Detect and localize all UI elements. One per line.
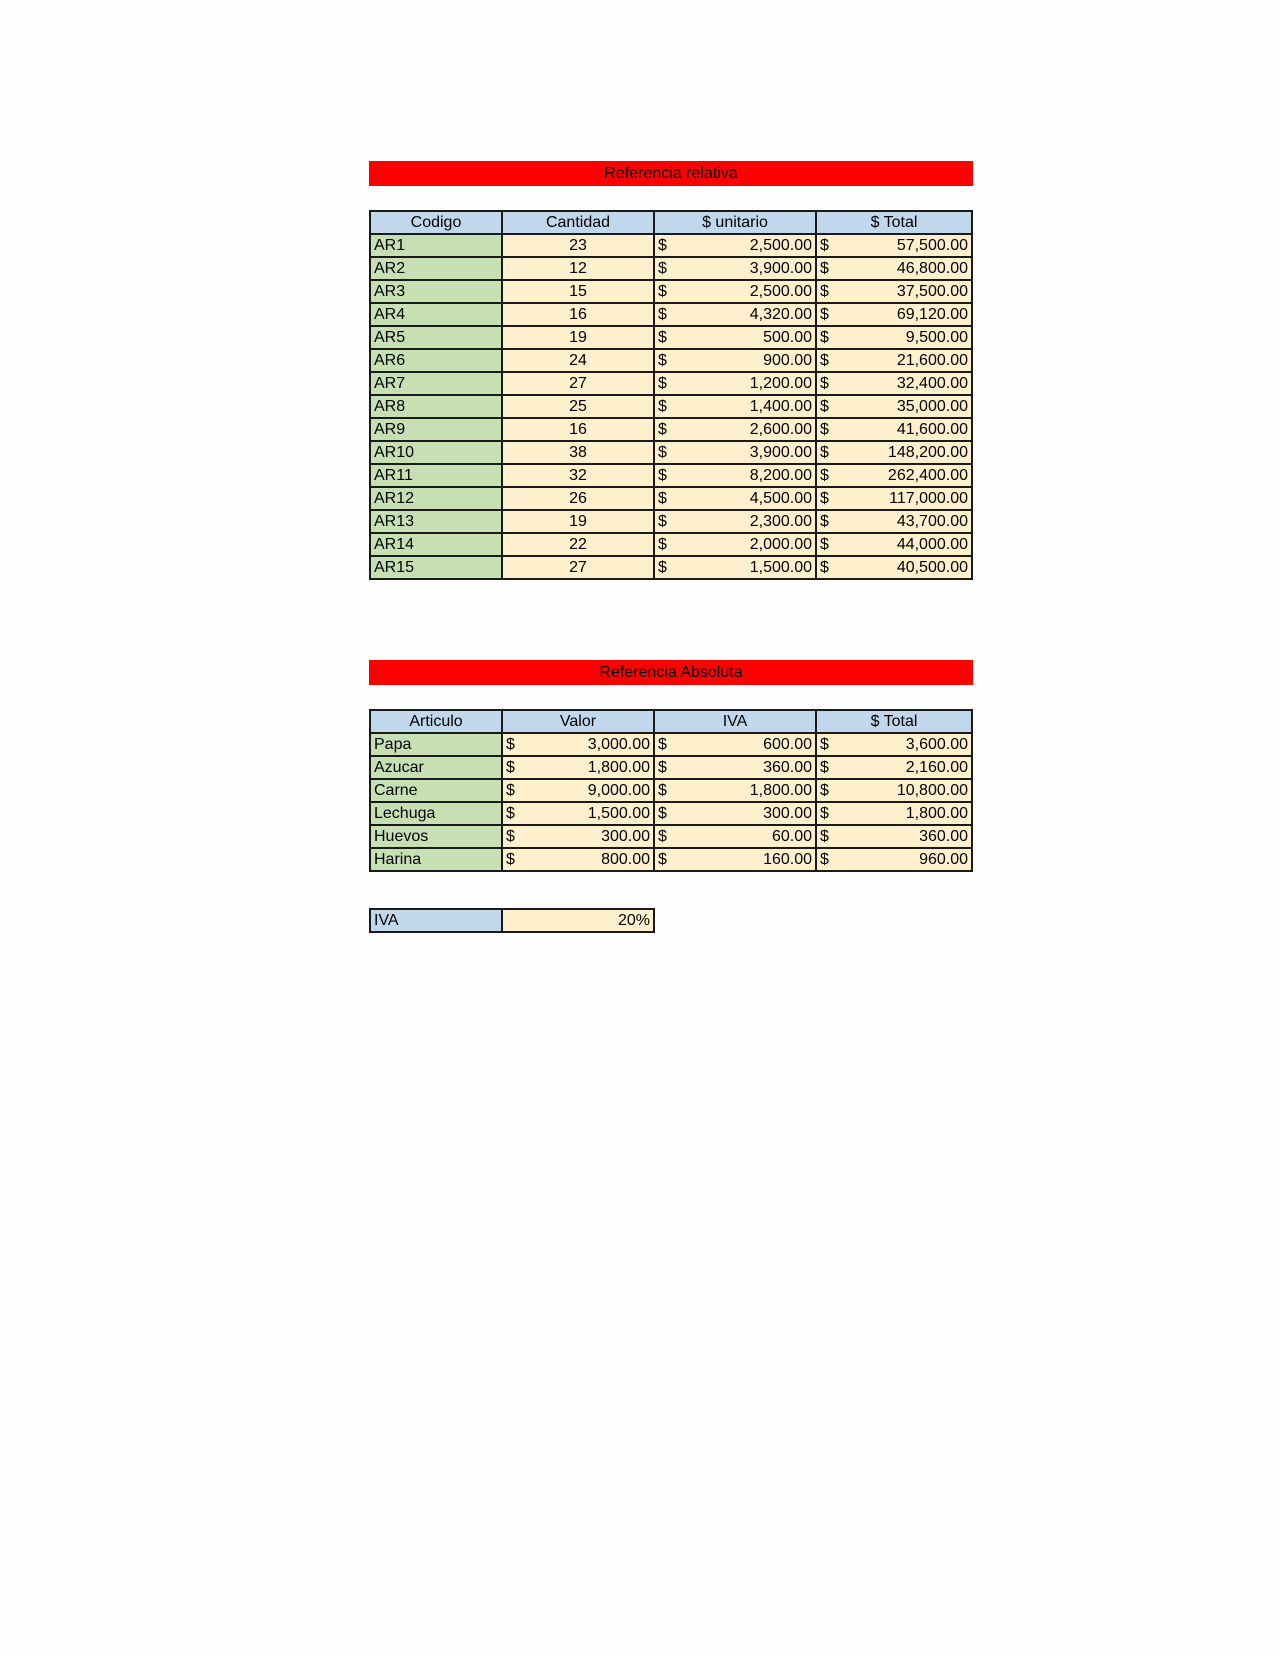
unit-price-cell[interactable] (654, 487, 816, 510)
amount-value: 300.00 (601, 828, 650, 845)
code-cell[interactable]: AR14 (370, 533, 502, 556)
iva-rate-value[interactable]: 20% (502, 909, 654, 932)
table-row (370, 303, 972, 326)
currency-symbol: $ (658, 375, 667, 392)
amount-value: 4,320.00 (749, 306, 812, 323)
total-cell[interactable] (816, 825, 972, 848)
value-cell[interactable] (502, 825, 654, 848)
relative-header-row (370, 211, 972, 234)
currency-symbol: $ (820, 283, 829, 300)
total-cell[interactable] (816, 779, 972, 802)
currency-symbol: $ (820, 851, 829, 868)
absolute-table (369, 709, 973, 872)
header-total: $ Total (816, 710, 972, 733)
code-cell[interactable]: AR8 (370, 395, 502, 418)
currency-symbol: $ (820, 237, 829, 254)
item-cell[interactable]: Huevos (370, 825, 502, 848)
quantity-cell[interactable]: 27 (502, 556, 654, 579)
unit-price-cell[interactable] (654, 280, 816, 303)
currency-symbol: $ (820, 782, 829, 799)
currency-symbol: $ (820, 375, 829, 392)
amount-value: 800.00 (601, 851, 650, 868)
amount-value: 1,800.00 (749, 782, 812, 799)
quantity-cell[interactable]: 16 (502, 418, 654, 441)
amount-value: 9,000.00 (587, 782, 650, 799)
amount-value: 35,000.00 (896, 398, 968, 415)
amount-value: 160.00 (763, 851, 812, 868)
total-cell[interactable] (816, 533, 972, 556)
table-row (370, 372, 972, 395)
currency-symbol: $ (820, 559, 829, 576)
amount-value: 2,500.00 (749, 237, 812, 254)
quantity-cell[interactable]: 24 (502, 349, 654, 372)
currency-symbol: $ (820, 421, 829, 438)
total-cell[interactable] (816, 733, 972, 756)
quantity-cell[interactable]: 22 (502, 533, 654, 556)
amount-value: 1,800.00 (587, 759, 650, 776)
code-cell[interactable]: AR7 (370, 372, 502, 395)
total-cell[interactable] (816, 372, 972, 395)
amount-value: 60.00 (771, 828, 812, 845)
currency-symbol: $ (820, 490, 829, 507)
amount-value: 1,500.00 (587, 805, 650, 822)
table-row (370, 487, 972, 510)
currency-symbol: $ (658, 782, 667, 799)
unit-price-cell[interactable] (654, 441, 816, 464)
table-row (370, 257, 972, 280)
amount-value: 2,160.00 (905, 759, 968, 776)
table-row (370, 280, 972, 303)
quantity-cell[interactable]: 26 (502, 487, 654, 510)
amount-value: 1,800.00 (905, 805, 968, 822)
currency-symbol: $ (658, 398, 667, 415)
currency-symbol: $ (820, 536, 829, 553)
total-cell[interactable] (816, 280, 972, 303)
amount-value: 40,500.00 (896, 559, 968, 576)
table-row (370, 756, 972, 779)
amount-value: 9,500.00 (905, 329, 968, 346)
amount-value: 69,120.00 (896, 306, 968, 323)
header-valor: Valor (502, 710, 654, 733)
amount-value: 360.00 (763, 759, 812, 776)
code-cell[interactable]: AR9 (370, 418, 502, 441)
total-cell[interactable] (816, 257, 972, 280)
currency-symbol: $ (820, 513, 829, 530)
table-row (370, 349, 972, 372)
currency-symbol: $ (658, 828, 667, 845)
amount-value: 117,000.00 (889, 490, 968, 507)
unit-price-cell[interactable] (654, 464, 816, 487)
amount-value: 900.00 (763, 352, 812, 369)
table-row (370, 825, 972, 848)
iva-cell[interactable] (654, 825, 816, 848)
table-row (370, 464, 972, 487)
absolute-header-row (370, 710, 972, 733)
quantity-cell[interactable]: 38 (502, 441, 654, 464)
currency-symbol: $ (820, 306, 829, 323)
unit-price-cell[interactable] (654, 234, 816, 257)
total-cell[interactable] (816, 510, 972, 533)
amount-value: 32,400.00 (896, 375, 968, 392)
amount-value: 3,600.00 (905, 736, 968, 753)
currency-symbol: $ (658, 352, 667, 369)
value-cell[interactable] (502, 756, 654, 779)
code-cell[interactable]: AR15 (370, 556, 502, 579)
currency-symbol: $ (658, 805, 667, 822)
total-cell[interactable] (816, 326, 972, 349)
amount-value: 2,600.00 (749, 421, 812, 438)
total-cell[interactable] (816, 395, 972, 418)
table-row (370, 326, 972, 349)
iva-rate-row (370, 909, 654, 932)
iva-rate-table (369, 908, 655, 933)
code-cell[interactable]: AR13 (370, 510, 502, 533)
currency-symbol: $ (658, 559, 667, 576)
total-cell[interactable] (816, 234, 972, 257)
currency-symbol: $ (820, 444, 829, 461)
unit-price-cell[interactable] (654, 395, 816, 418)
quantity-cell[interactable]: 32 (502, 464, 654, 487)
amount-value: 10,800.00 (896, 782, 968, 799)
total-cell[interactable] (816, 556, 972, 579)
quantity-cell[interactable]: 27 (502, 372, 654, 395)
quantity-cell[interactable]: 25 (502, 395, 654, 418)
total-cell[interactable] (816, 487, 972, 510)
amount-value: 41,600.00 (896, 421, 968, 438)
item-cell[interactable]: Papa (370, 733, 502, 756)
currency-symbol: $ (506, 759, 515, 776)
quantity-cell[interactable]: 23 (502, 234, 654, 257)
currency-symbol: $ (658, 306, 667, 323)
total-cell[interactable] (816, 349, 972, 372)
total-cell[interactable] (816, 802, 972, 825)
unit-price-cell[interactable] (654, 372, 816, 395)
currency-symbol: $ (658, 444, 667, 461)
total-cell[interactable] (816, 303, 972, 326)
amount-value: 3,900.00 (749, 260, 812, 277)
currency-symbol: $ (658, 237, 667, 254)
value-cell[interactable] (502, 848, 654, 871)
unit-price-cell[interactable] (654, 326, 816, 349)
quantity-cell[interactable]: 19 (502, 326, 654, 349)
unit-price-cell[interactable] (654, 303, 816, 326)
code-cell[interactable]: AR2 (370, 257, 502, 280)
currency-symbol: $ (658, 329, 667, 346)
amount-value: 500.00 (763, 329, 812, 346)
amount-value: 2,000.00 (749, 536, 812, 553)
unit-price-cell[interactable] (654, 418, 816, 441)
code-cell[interactable]: AR6 (370, 349, 502, 372)
amount-value: 57,500.00 (896, 237, 968, 254)
currency-symbol: $ (658, 260, 667, 277)
amount-value: 1,500.00 (749, 559, 812, 576)
total-cell[interactable] (816, 441, 972, 464)
total-cell[interactable] (816, 464, 972, 487)
iva-cell[interactable] (654, 802, 816, 825)
iva-cell[interactable] (654, 848, 816, 871)
absolute-table-body (370, 733, 972, 871)
amount-value: 46,800.00 (896, 260, 968, 277)
currency-symbol: $ (658, 736, 667, 753)
table-row (370, 510, 972, 533)
table-row (370, 234, 972, 257)
unit-price-cell[interactable] (654, 556, 816, 579)
quantity-cell[interactable]: 15 (502, 280, 654, 303)
quantity-cell[interactable]: 16 (502, 303, 654, 326)
unit-price-cell[interactable] (654, 257, 816, 280)
currency-symbol: $ (506, 828, 515, 845)
currency-symbol: $ (658, 490, 667, 507)
currency-symbol: $ (658, 421, 667, 438)
amount-value: 360.00 (919, 828, 968, 845)
amount-value: 3,000.00 (587, 736, 650, 753)
header-codigo: Codigo (370, 211, 502, 234)
currency-symbol: $ (820, 329, 829, 346)
quantity-cell[interactable]: 19 (502, 510, 654, 533)
amount-value: 21,600.00 (896, 352, 968, 369)
amount-value: 2,300.00 (749, 513, 812, 530)
table-row (370, 556, 972, 579)
amount-value: 960.00 (919, 851, 968, 868)
relative-section-title: Referencia relativa (369, 161, 973, 186)
relative-table-body (370, 234, 972, 579)
amount-value: 8,200.00 (749, 467, 812, 484)
currency-symbol: $ (820, 398, 829, 415)
amount-value: 2,500.00 (749, 283, 812, 300)
amount-value: 37,500.00 (896, 283, 968, 300)
currency-symbol: $ (658, 851, 667, 868)
relative-table (369, 210, 973, 580)
currency-symbol: $ (658, 536, 667, 553)
code-cell[interactable]: AR11 (370, 464, 502, 487)
code-cell[interactable]: AR3 (370, 280, 502, 303)
quantity-cell[interactable]: 12 (502, 257, 654, 280)
table-row (370, 418, 972, 441)
currency-symbol: $ (820, 759, 829, 776)
currency-symbol: $ (820, 352, 829, 369)
value-cell[interactable] (502, 779, 654, 802)
code-cell[interactable]: AR4 (370, 303, 502, 326)
total-cell[interactable] (816, 848, 972, 871)
amount-value: 1,200.00 (749, 375, 812, 392)
header-unitario: $ unitario (654, 211, 816, 234)
currency-symbol: $ (658, 467, 667, 484)
iva-cell[interactable] (654, 779, 816, 802)
unit-price-cell[interactable] (654, 349, 816, 372)
item-cell[interactable]: Lechuga (370, 802, 502, 825)
item-cell[interactable]: Harina (370, 848, 502, 871)
unit-price-cell[interactable] (654, 510, 816, 533)
value-cell[interactable] (502, 733, 654, 756)
currency-symbol: $ (820, 736, 829, 753)
code-cell[interactable]: AR10 (370, 441, 502, 464)
value-cell[interactable] (502, 802, 654, 825)
iva-rate-label: IVA (370, 909, 502, 932)
total-cell[interactable] (816, 756, 972, 779)
table-row (370, 533, 972, 556)
currency-symbol: $ (506, 851, 515, 868)
code-cell[interactable]: AR1 (370, 234, 502, 257)
currency-symbol: $ (820, 260, 829, 277)
table-row (370, 733, 972, 756)
currency-symbol: $ (820, 467, 829, 484)
amount-value: 43,700.00 (896, 513, 968, 530)
item-cell[interactable]: Carne (370, 779, 502, 802)
header-cantidad: Cantidad (502, 211, 654, 234)
currency-symbol: $ (820, 805, 829, 822)
iva-cell[interactable] (654, 756, 816, 779)
amount-value: 148,200.00 (887, 444, 968, 461)
header-total: $ Total (816, 211, 972, 234)
currency-symbol: $ (658, 283, 667, 300)
iva-cell[interactable] (654, 733, 816, 756)
amount-value: 44,000.00 (896, 536, 968, 553)
unit-price-cell[interactable] (654, 533, 816, 556)
code-cell[interactable]: AR12 (370, 487, 502, 510)
amount-value: 600.00 (763, 736, 812, 753)
header-articulo: Articulo (370, 710, 502, 733)
total-cell[interactable] (816, 418, 972, 441)
table-row (370, 848, 972, 871)
amount-value: 3,900.00 (749, 444, 812, 461)
currency-symbol: $ (658, 759, 667, 776)
currency-symbol: $ (658, 513, 667, 530)
table-row (370, 441, 972, 464)
currency-symbol: $ (506, 736, 515, 753)
header-iva: IVA (654, 710, 816, 733)
code-cell[interactable]: AR5 (370, 326, 502, 349)
table-row (370, 395, 972, 418)
currency-symbol: $ (506, 782, 515, 799)
currency-symbol: $ (820, 828, 829, 845)
item-cell[interactable]: Azucar (370, 756, 502, 779)
amount-value: 262,400.00 (887, 467, 968, 484)
table-row (370, 779, 972, 802)
amount-value: 1,400.00 (749, 398, 812, 415)
currency-symbol: $ (506, 805, 515, 822)
table-row (370, 802, 972, 825)
amount-value: 300.00 (763, 805, 812, 822)
amount-value: 4,500.00 (749, 490, 812, 507)
absolute-section-title: Referencia Absoluta (369, 660, 973, 685)
